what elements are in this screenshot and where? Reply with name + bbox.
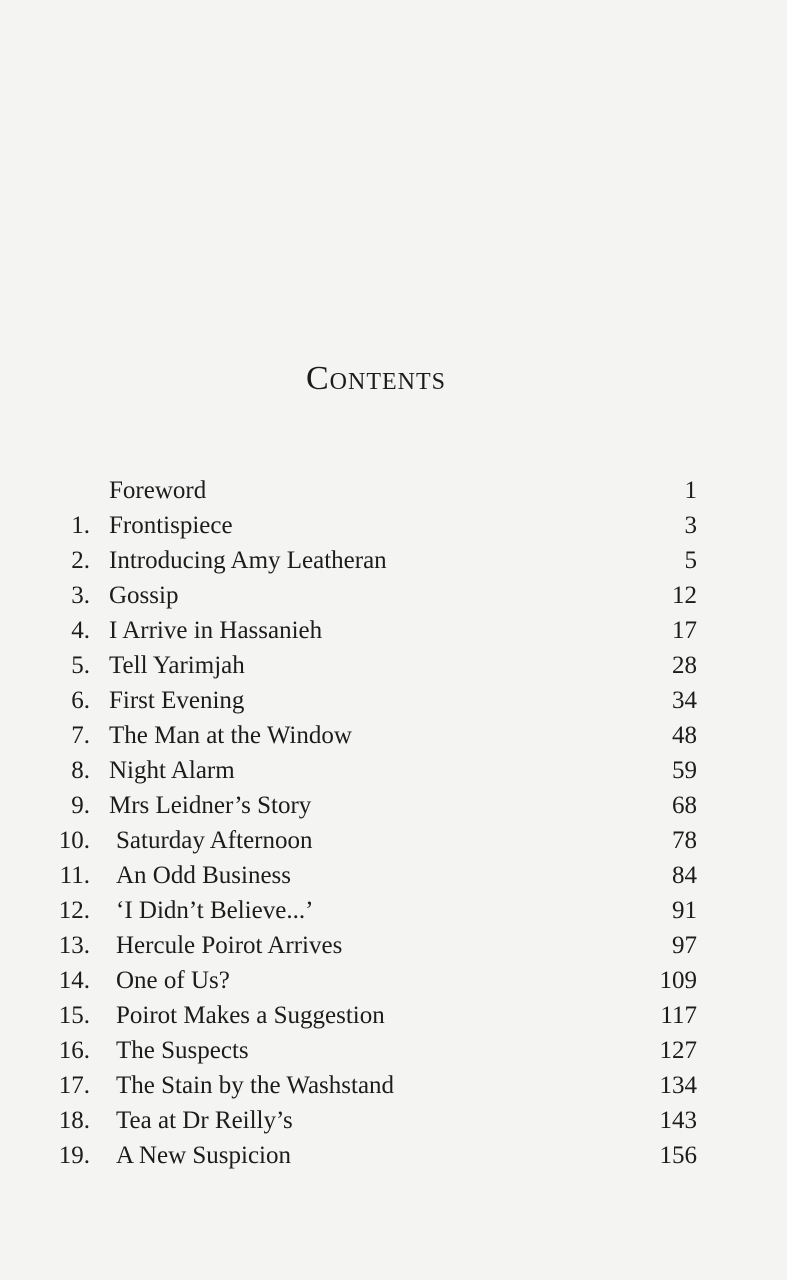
- chapter-number: 15.: [58, 1002, 90, 1029]
- toc-entry-5[interactable]: [0, 648, 787, 683]
- toc-entry-16[interactable]: [0, 1033, 787, 1068]
- page-number: 143: [659, 1107, 697, 1134]
- page-number: 48: [672, 722, 697, 749]
- page-number: 156: [659, 1142, 697, 1169]
- chapter-title: Poirot Makes a Suggestion: [116, 1002, 385, 1029]
- page-number: 91: [672, 897, 697, 924]
- chapter-number: 10.: [58, 827, 90, 854]
- chapter-title: Gossip: [109, 582, 179, 609]
- page-number: 84: [672, 862, 697, 889]
- page-number: 78: [672, 827, 697, 854]
- chapter-number: 9.: [71, 792, 90, 819]
- chapter-number: 4.: [71, 617, 90, 644]
- page-number: 117: [660, 1002, 697, 1029]
- chapter-title: The Man at the Window: [109, 722, 352, 749]
- chapter-title: A New Suspicion: [116, 1142, 291, 1169]
- chapter-number: 5.: [71, 652, 90, 679]
- page-number: 127: [659, 1037, 697, 1064]
- chapter-title: Saturday Afternoon: [116, 827, 313, 854]
- toc-entry-18[interactable]: [0, 1103, 787, 1138]
- chapter-title: First Evening: [109, 687, 245, 714]
- chapter-number: 1.: [71, 512, 90, 539]
- page-number: 3: [684, 512, 697, 539]
- chapter-number: 14.: [58, 967, 90, 994]
- page-number: 68: [672, 792, 697, 819]
- table-of-contents: [0, 473, 787, 1173]
- toc-entry-4[interactable]: [0, 613, 787, 648]
- toc-entry-11[interactable]: [0, 858, 787, 893]
- chapter-title: Mrs Leidner’s Story: [109, 792, 312, 819]
- chapter-number: 8.: [71, 757, 90, 784]
- toc-entry-15[interactable]: [0, 998, 787, 1033]
- toc-entry-6[interactable]: [0, 683, 787, 718]
- page-number: 28: [672, 652, 697, 679]
- toc-entry-14[interactable]: [0, 963, 787, 998]
- chapter-number: 3.: [71, 582, 90, 609]
- chapter-title: Night Alarm: [109, 757, 235, 784]
- page-title: Contents: [305, 360, 446, 397]
- page-number: 17: [672, 617, 697, 644]
- chapter-title: An Odd Business: [116, 862, 292, 889]
- chapter-title: Hercule Poirot Arrives: [116, 932, 343, 959]
- page-number: 1: [684, 477, 697, 504]
- chapter-title: I Arrive in Hassanieh: [109, 617, 323, 644]
- chapter-number: 16.: [58, 1037, 90, 1064]
- chapter-number: 18.: [58, 1107, 90, 1134]
- chapter-title: Foreword: [109, 477, 207, 504]
- page-number: 5: [684, 547, 697, 574]
- toc-entry-foreword[interactable]: [0, 473, 787, 508]
- toc-entry-8[interactable]: [0, 753, 787, 788]
- page-number: 97: [672, 932, 697, 959]
- chapter-number: 12.: [58, 897, 90, 924]
- chapter-number: 13.: [58, 932, 90, 959]
- chapter-title: ‘I Didn’t Believe...’: [116, 897, 314, 924]
- page-number: 34: [672, 687, 697, 714]
- toc-entry-3[interactable]: [0, 578, 787, 613]
- page-number: 59: [672, 757, 697, 784]
- toc-entry-7[interactable]: [0, 718, 787, 753]
- toc-entry-13[interactable]: [0, 928, 787, 963]
- toc-entry-10[interactable]: [0, 823, 787, 858]
- toc-entry-1[interactable]: [0, 508, 787, 543]
- chapter-title: Tea at Dr Reilly’s: [116, 1107, 293, 1134]
- chapter-title: The Stain by the Washstand: [116, 1072, 395, 1099]
- toc-entry-9[interactable]: [0, 788, 787, 823]
- chapter-number: 11.: [59, 862, 90, 889]
- page-number: 12: [672, 582, 697, 609]
- chapter-number: 19.: [58, 1142, 90, 1169]
- chapter-title: Frontispiece: [109, 512, 233, 539]
- toc-entry-12[interactable]: [0, 893, 787, 928]
- chapter-title: The Suspects: [116, 1037, 249, 1064]
- chapter-title: Tell Yarimjah: [109, 652, 245, 679]
- chapter-number: 2.: [71, 547, 90, 574]
- chapter-title: Introducing Amy Leatheran: [109, 547, 387, 574]
- chapter-title: One of Us?: [116, 967, 230, 994]
- page-number: 134: [659, 1072, 697, 1099]
- toc-entry-2[interactable]: [0, 543, 787, 578]
- chapter-number: 17.: [58, 1072, 90, 1099]
- page-number: 109: [659, 967, 697, 994]
- chapter-number: 7.: [71, 722, 90, 749]
- toc-entry-19[interactable]: [0, 1138, 787, 1173]
- toc-entry-17[interactable]: [0, 1068, 787, 1103]
- chapter-number: 6.: [71, 687, 90, 714]
